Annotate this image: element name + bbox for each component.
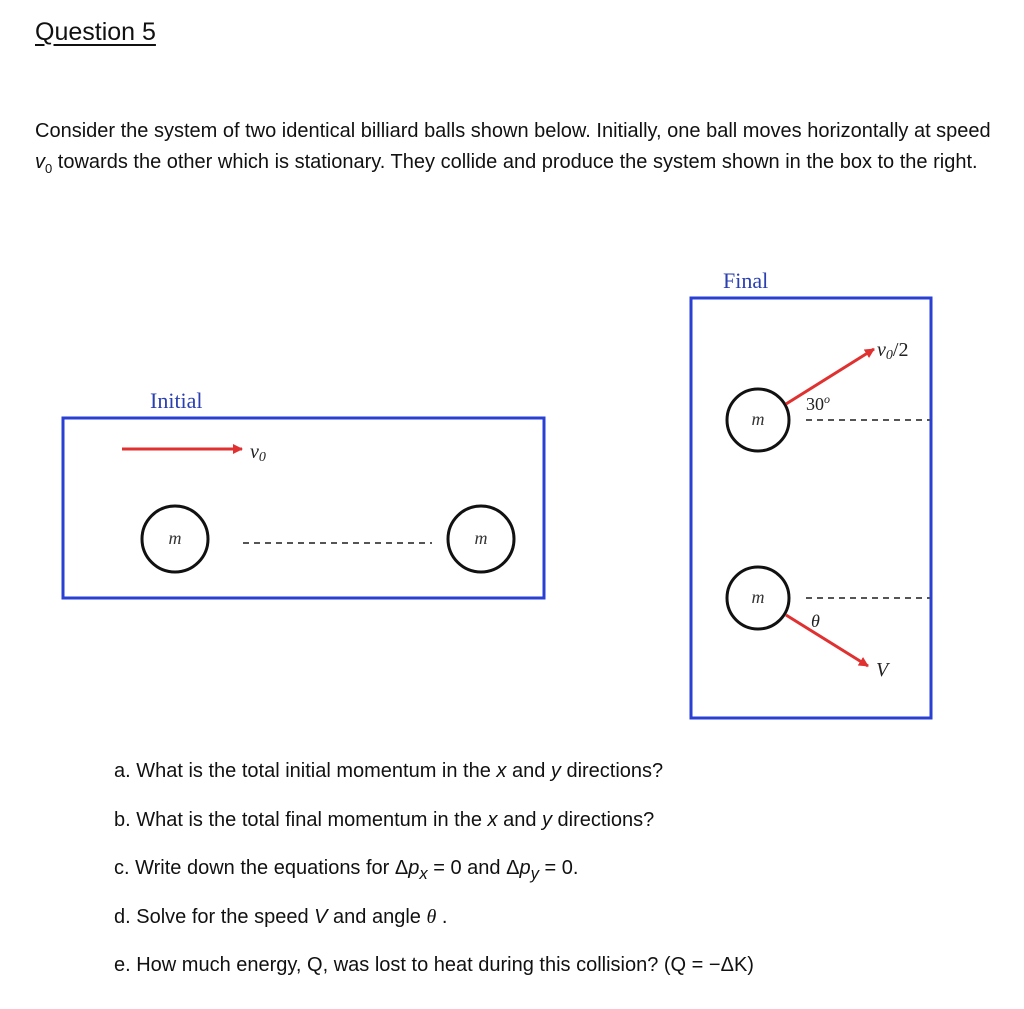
- question-b-end: directions?: [552, 808, 655, 831]
- question-c-and: = 0 and Δ: [427, 857, 520, 879]
- final-ball-top-mass: m: [751, 409, 765, 429]
- question-a: [114, 752, 754, 801]
- question-a-end: directions?: [560, 760, 664, 782]
- question-c: [114, 849, 754, 898]
- question-d-and: and angle: [327, 905, 427, 928]
- question-e-text: e. How much energy, Q, was lost to heat during this collision? (Q = −ΔK): [114, 954, 754, 976]
- angle-30-label: 30$^o$: [806, 392, 830, 414]
- question-b-and: and: [497, 808, 542, 831]
- final-ball-bottom-mass: m: [751, 587, 765, 607]
- final-top-velocity-arrow: [786, 349, 874, 404]
- question-e: [114, 946, 754, 995]
- question-d-theta: θ: [426, 905, 437, 928]
- question-b-y: y: [542, 808, 552, 831]
- final-top-velocity-label: v0/2: [877, 339, 909, 363]
- angle-theta-label: θ: [811, 611, 820, 631]
- question-c-text: c. Write down the equations for Δ: [114, 857, 409, 879]
- question-title: Question 5: [35, 18, 156, 46]
- final-label: Final: [723, 268, 769, 293]
- question-list: [114, 752, 754, 995]
- intro-v0-sub: 0: [45, 161, 53, 176]
- question-c-py: p: [519, 857, 531, 879]
- final-bottom-velocity-label: V: [876, 659, 889, 681]
- final-box: [691, 298, 931, 718]
- question-d: [114, 898, 754, 947]
- question-b-text: b. What is the total final momentum in the: [114, 808, 488, 831]
- initial-label: Initial: [150, 388, 203, 413]
- initial-ball-stationary-mass: m: [474, 528, 488, 548]
- intro-text-2: towards the other which is stationary. They collide and produce the system shown in the box to the right.: [57, 151, 978, 173]
- question-d-text: d. Solve for the speed: [114, 905, 315, 928]
- question-d-V: V: [314, 905, 328, 928]
- initial-velocity-label: v0: [250, 441, 266, 465]
- question-a-and: and: [506, 760, 551, 782]
- question-a-text: a. What is the total initial momentum in the: [114, 760, 497, 782]
- final-bottom-velocity-arrow: [786, 615, 868, 666]
- question-c-px: p: [408, 857, 420, 879]
- intro-v0-base: v: [35, 151, 45, 173]
- question-a-y: y: [550, 760, 561, 782]
- question-d-end: .: [436, 905, 448, 928]
- question-a-x: x: [496, 760, 507, 782]
- question-b: [114, 801, 754, 850]
- question-b-x: x: [487, 808, 498, 831]
- intro-text-1: Consider the system of two identical billiard balls shown below. Initially, one ball moves horizontally at speed: [35, 120, 991, 142]
- question-c-py-sub: y: [530, 864, 539, 883]
- question-c-px-sub: x: [419, 864, 428, 883]
- initial-ball-moving-mass: m: [168, 528, 182, 548]
- question-c-end: = 0.: [538, 857, 579, 879]
